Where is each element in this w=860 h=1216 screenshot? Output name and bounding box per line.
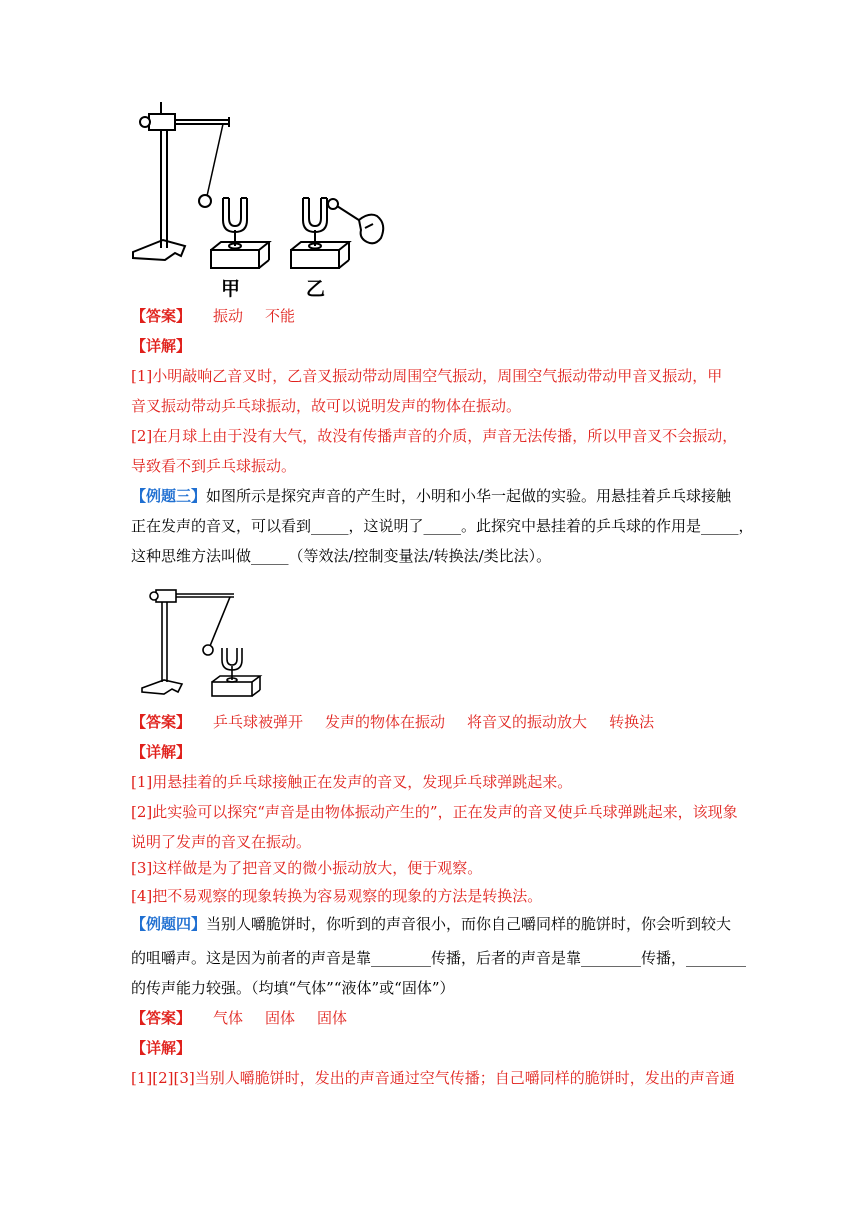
answer-value: 乒乓球被弹开 [213,713,304,731]
answer-value: 振动 [213,307,244,325]
detail-line: 音叉振动带动乒乓球振动，故可以说明发声的物体在振动。 [131,397,522,415]
example-3-question [131,486,731,506]
answer-tag: 【答案】 [131,307,192,325]
answer-value: 固体 [265,1009,296,1027]
detail-tag: 【详解】 [131,1039,192,1057]
detail-line: [2]在月球上由于没有大气，故没有传播声音的介质，声音无法传播，所以甲音叉不会振动， [131,427,738,445]
tuning-fork-figure-1 [125,100,395,300]
answer-tag: 【答案】 [131,1009,192,1027]
detail-line: [1]小明敲响乙音叉时，乙音叉振动带动周围空气振动，周围空气振动带动甲音叉振动，甲 [131,367,723,385]
question-line: 的传声能力较强。（均填“气体”“液体”或“固体”） [131,979,455,997]
answer-1 [131,306,295,326]
answer-tag: 【答案】 [131,713,192,731]
answer-value: 固体 [317,1009,348,1027]
detail-line: 说明了发声的音叉在振动。 [131,833,312,851]
tuning-fork-figure-2 [138,582,268,702]
answer-value: 气体 [213,1009,244,1027]
label-yi: 乙 [306,278,326,300]
question-text: 当别人嚼脆饼时，你听到的声音很小，而你自己嚼同样的脆饼时，你会听到较大 [206,915,732,933]
answer-2 [131,712,654,732]
detail-line: [1]用悬挂着的乒乓球接触正在发声的音叉，发现乒乓球弹跳起来。 [131,773,573,791]
answer-value: 发声的物体在振动 [325,713,446,731]
detail-line: 导致看不到乒乓球振动。 [131,457,297,475]
question-line: 正在发声的音叉，可以看到_____，这说明了_____。此探究中悬挂着的乒乓球的作用是_____， [131,517,754,535]
example-4-question [131,914,731,934]
detail-line: [4]把不易观察的现象转换为容易观察的现象的方法是转换法。 [131,887,543,905]
example-tag: 【例题三】 [131,487,207,505]
answer-value: 将音叉的振动放大 [467,713,588,731]
detail-line: [3]这样做是为了把音叉的微小振动放大，便于观察。 [131,859,483,877]
answer-value: 转换法 [609,713,655,731]
question-text: 如图所示是探究声音的产生时，小明和小华一起做的实验。用悬挂着乒乓球接触 [206,487,732,505]
question-line: 的咀嚼声。这是因为前者的声音是靠________传播，后者的声音是靠________传播，________ [131,949,747,967]
detail-line: [1][2][3]当别人嚼脆饼时，发出的声音通过空气传播；自己嚼同样的脆饼时，发出的声音通 [131,1069,735,1087]
answer-value: 不能 [265,307,296,325]
question-line: 这种思维方法叫做_____（等效法/控制变量法/转换法/类比法）。 [131,547,552,565]
detail-tag: 【详解】 [131,743,192,761]
example-tag: 【例题四】 [131,915,207,933]
detail-line: [2]此实验可以探究“声音是由物体振动产生的”，正在发声的音叉使乒乓球弹跳起来，该现象 [131,803,738,821]
answer-3 [131,1008,347,1028]
detail-tag: 【详解】 [131,337,192,355]
label-jia: 甲 [221,278,241,300]
